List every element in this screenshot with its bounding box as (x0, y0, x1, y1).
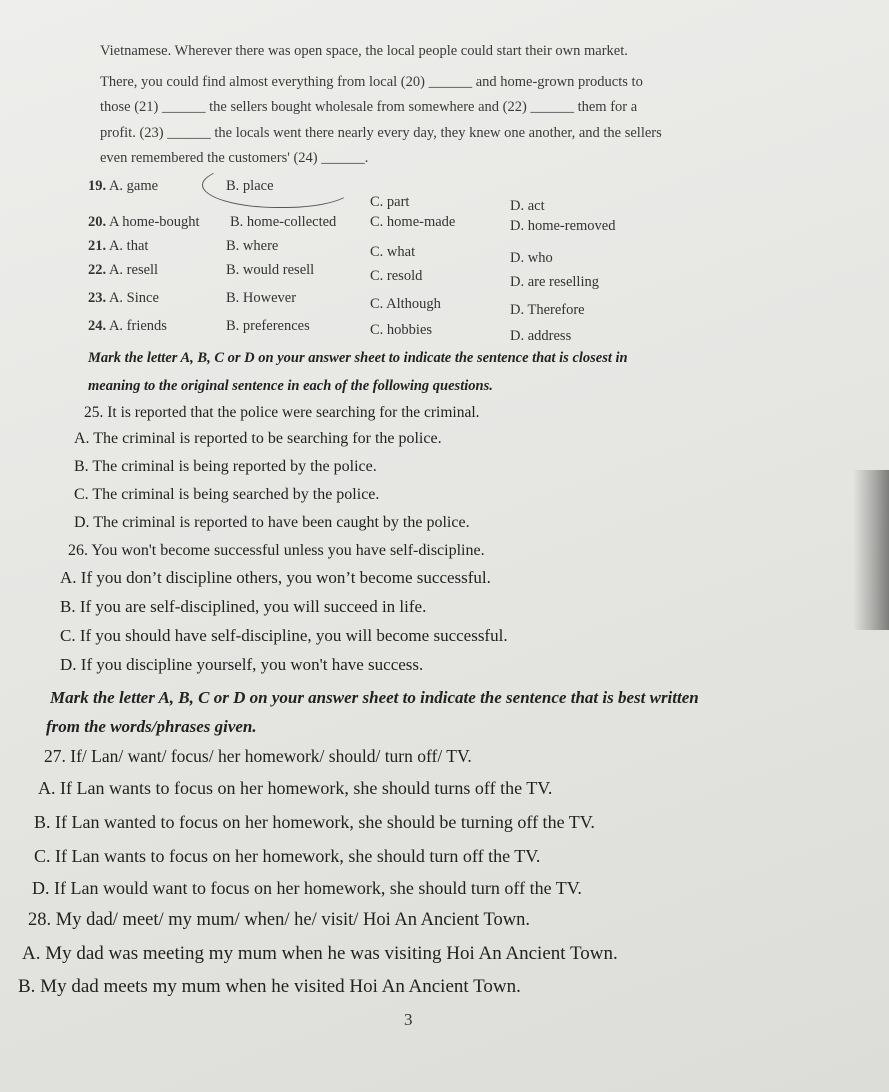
instruction-closest-meaning-line1: Mark the letter A, B, C or D on your answer sheet to indicate the sentence that is closest in (88, 350, 628, 366)
question-28-stem: 28. My dad/ meet/ my mum/ when/ he/ visit/ Hoi An Ancient Town. (28, 910, 530, 930)
option-c: C. what (370, 244, 416, 260)
question-26-option-d: D. If you discipline yourself, you won't have success. (60, 655, 424, 674)
passage-line: profit. (23) ______ the locals went there nearly every day, they knew one another, and the sellers (100, 124, 662, 141)
option-c: C. home-made (370, 214, 456, 230)
option-a: A home-bought (108, 214, 200, 230)
question-26-option-b: B. If you are self-disciplined, you will succeed in life. (60, 597, 427, 616)
question-number: 20. (88, 214, 107, 230)
instruction-best-written-line1: Mark the letter A, B, C or D on your answer sheet to indicate the sentence that is best written (50, 688, 699, 707)
question-27-option-a: A. If Lan wants to focus on her homework, she should turns off the TV. (38, 778, 553, 798)
question-28-option-a: A. My dad was meeting my mum when he was visiting Hoi An Ancient Town. (22, 943, 618, 964)
option-d: D. are reselling (510, 274, 599, 290)
option-a: A. Since (108, 290, 159, 306)
option-c: C. hobbies (370, 322, 433, 338)
passage-line: those (21) ______ the sellers bought wholesale from somewhere and (22) ______ them for a (100, 99, 638, 115)
option-a: A. friends (108, 318, 167, 334)
question-25-option-b: B. The criminal is being reported by the police. (74, 458, 377, 475)
option-d: D. who (510, 250, 553, 266)
question-28-option-b: B. My dad meets my mum when he visited Hoi An Ancient Town. (18, 976, 521, 997)
option-b: B. preferences (226, 318, 310, 334)
passage-line: Vietnamese. Wherever there was open space, the local people could start their own market. (100, 43, 628, 59)
option-d: D. home-removed (510, 218, 616, 234)
question-26-option-a: A. If you don’t discipline others, you won’t become successful. (60, 568, 491, 587)
page-number: 3 (404, 1010, 413, 1029)
question-25-option-c: C. The criminal is being searched by the police. (74, 486, 380, 503)
option-d: D. act (510, 198, 545, 214)
option-b: B. would resell (226, 262, 315, 278)
option-a: A. game (108, 178, 159, 194)
question-25-stem: 25. It is reported that the police were searching for the criminal. (84, 404, 480, 421)
question-25-option-d: D. The criminal is reported to have been caught by the police. (74, 514, 470, 531)
option-a: A. that (108, 238, 149, 254)
question-27-option-b: B. If Lan wanted to focus on her homework, she should be turning off the TV. (34, 812, 595, 832)
question-26-option-c: C. If you should have self-discipline, you will become successful. (60, 626, 508, 645)
option-b: B. home-collected (230, 214, 337, 230)
cloze-passage (100, 40, 790, 170)
page-edge-shadow (853, 470, 889, 630)
option-b: B. place (226, 178, 274, 194)
option-d: D. address (510, 328, 572, 344)
passage-line: even remembered the customers' (24) ______. (100, 150, 369, 166)
question-27-option-c: C. If Lan wants to focus on her homework, she should turn off the TV. (34, 846, 541, 866)
question-27-stem: 27. If/ Lan/ want/ focus/ her homework/ should/ turn off/ TV. (44, 746, 472, 766)
question-number: 24. (88, 318, 107, 334)
instruction-closest-meaning-line2: meaning to the original sentence in each of the following questions. (88, 378, 493, 394)
question-27-option-d: D. If Lan would want to focus on her homework, she should turn off the TV. (32, 878, 582, 898)
question-number: 22. (88, 262, 107, 278)
option-c: C. part (370, 194, 410, 210)
option-a: A. resell (108, 262, 159, 278)
pen-circle-mark (202, 162, 354, 208)
instruction-best-written-line2: from the words/phrases given. (46, 717, 257, 736)
option-b: B. where (226, 238, 279, 254)
question-25-option-a: A. The criminal is reported to be searching for the police. (74, 430, 442, 447)
option-c: C. resold (370, 268, 423, 284)
question-number: 21. (88, 238, 107, 254)
option-c: C. Although (370, 296, 441, 312)
passage-line: There, you could find almost everything from local (20) ______ and home-grown products to (100, 73, 643, 90)
option-d: D. Therefore (510, 302, 585, 318)
question-number: 23. (88, 290, 107, 306)
question-26-stem: 26. You won't become successful unless you have self-discipline. (68, 542, 485, 559)
question-number: 19. (88, 178, 107, 194)
option-b: B. However (226, 290, 297, 306)
